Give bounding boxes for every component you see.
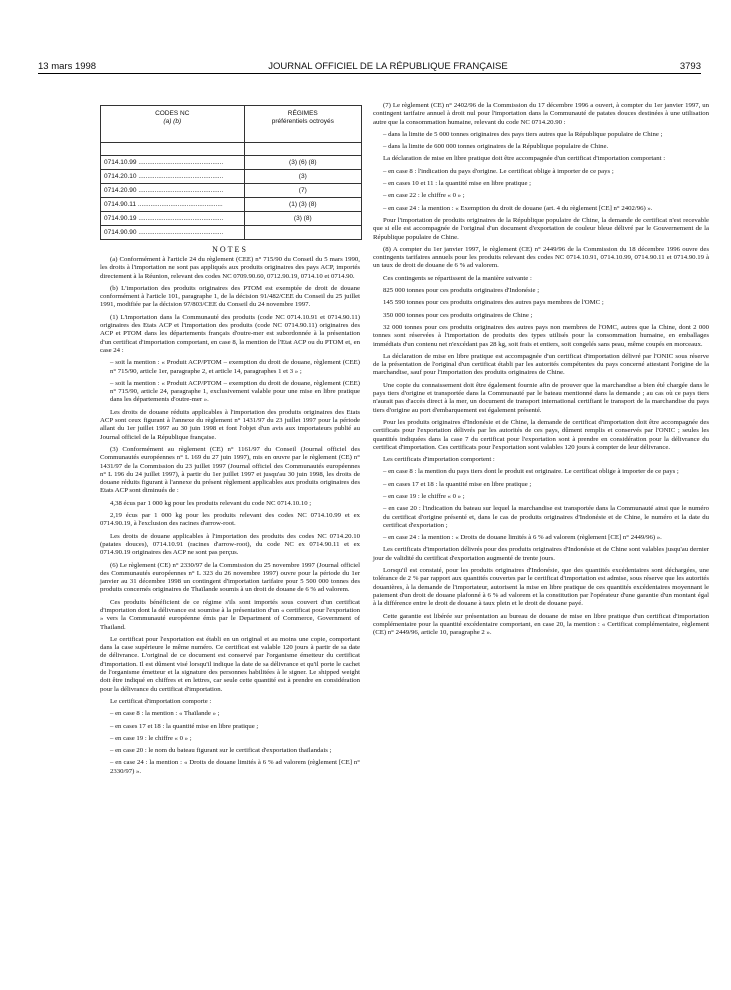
nc-code-cell: 0714.10.99 ............................................... [101,156,245,170]
paragraph: Le certificat d'importation comporte : [110,697,212,705]
paragraph: (6) Le règlement (CE) n° 2330/97 de la Commission du 25 novembre 1997 (Journal officiel des Communautés européennes n° L 323 du 26 novembre 1997) ouvre pour la période du 1er janvier au 31 décembre 1998 un contingent d'importation tarifaire pour 5 500 000 tonnes des produits concernés originaires de Thaïlande soumis à un droit de douane de 6 % ad valorem. [100,561,360,594]
paragraph: – en case 8 : la mention : « Thaïlande » ; [110,710,220,718]
nc-code-cell: 0714.20.90 ............................................... [101,184,245,198]
paragraph: 145 590 tonnes pour ces produits originaires des autres pays membres de l'OMC ; [383,299,604,307]
page-header [38,56,701,72]
regime-cell [244,226,361,240]
paragraph: – dans la limite de 5 000 tonnes originaires des pays tiers autres que la République populaire de Chine ; [383,130,663,138]
table-row [101,212,362,226]
paragraph: (b) L'importation des produits originaires des PTOM est exemptée de droit de douane conformément à l'article 101, paragraphe 1, de la décision 91/482/CEE du Conseil du 25 juillet 1991, modifiée par la décision 97/803/CEE du Conseil du 24 novembre 1997. [100,284,360,309]
paragraph: – en cases 17 et 18 : la quantité mise en libre pratique ; [110,722,259,730]
paragraph: (3) Conformément au règlement (CE) n° 1161/97 du Conseil (Journal officiel des Communautés européennes n° L 169 du 27 juin 1997), mis en œuvre par le règlement (CE) n° 1431/97 de la Commission du 23 juillet 1997 (Journal officiel des Communautés européennes n° L 196 du 24 juillet 1997), à partir du 1er juillet 1997 et jusqu'au 30 juin 1998, les droits de douane réduits figurant à l'annexe du présent règlement applicables aux produits originaires des Etats ACP sont diminués de : [100,445,360,495]
paragraph: – en case 22 : le chiffre « 0 » ; [383,192,465,200]
table-header-regimes [244,106,361,143]
paragraph: Les certificats d'importation délivrés pour des produits originaires d'Indonésie et de Chine sont valables jusqu'au dernier jour de validité du certificat d'exportation augmenté de trente jours. [373,546,709,562]
paragraph: – en case 8 : la mention du pays tiers dont le produit est originaire. Le certificat oblige à importer de ce pays ; [383,468,679,476]
regime-cell: (7) [244,184,361,198]
paragraph: – soit la mention : « Produit ACP/PTOM – exemption du droit de douane, règlement (CEE) n° 715/90, article 24, paragraphe 1, exclusivement valable pour une mise en libre pratique dans les départements d'outre-mer ». [110,379,360,404]
paragraph: – en case 24 : la mention : « Droits de douane limités à 6 % ad valorem (règlement [CE] n° 2330/97) ». [110,759,360,775]
paragraph: Ces contingents se répartissent de la manière suivante : [383,274,532,282]
paragraph: La déclaration de mise en libre pratique est accompagnée d'un certificat d'importation délivré par l'ONIC sous réserve de la présentation de l'original d'un certificat établi par les autorités compétentes du pays concerné attestant l'origine de la marchandise, sauf pour l'importation des produits originaires de Chine. [373,352,709,377]
paragraph: Les certificats d'importation comportent : [383,456,495,464]
notes-title: NOTES [212,245,248,254]
paragraph: Une copie du connaissement doit être également fournie afin de prouver que la marchandise a bien été chargée dans le pays tiers d'origine et transportée dans la Communauté par le bateau mentionné dans la demande ; au cas où ce pays tiers n'aurait pas d'accès direct à la mer, un document de transport international certifiant le transport de la marchandise du pays tiers d'origine au port d'embarquement est également présenté. [373,381,709,414]
paragraph: – en case 19 : le chiffre « 0 » ; [110,734,192,742]
table-body [101,156,362,240]
regime-cell: (3) (6) (8) [244,156,361,170]
paragraph: Cette garantie est libérée sur présentation au bureau de douane de mise en libre pratique d'un certificat d'importation complémentaire pour la quantité excédentaire comportant, en case 20, la mention : « Certificat complémentaire, règlement (CE) n° 2449/96, article 10, paragraphe 2 ». [373,612,709,637]
table-header-row [101,106,362,143]
regime-cell: (1) (3) (8) [244,198,361,212]
paragraph: Les droits de douane applicables à l'importation des produits des codes NC 0714.20.10 (patates douces), 0714.10.91 (racines d'arrow-root), du code NC ex 0714.90.11 et ex 0714.90.19 originaires des ACP ne sont pas perçus. [100,532,360,557]
table-header-codes [101,106,245,143]
paragraph: – soit la mention : « Produit ACP/PTOM – exemption du droit de douane, règlement (CEE) n° 715/90, article 1er, paragraphe 2, et article 14, paragraphes 1 et 3 » ; [110,359,360,375]
paragraph: – en cases 17 et 18 : la quantité mise en libre pratique ; [383,480,532,488]
paragraph: La déclaration de mise en libre pratique doit être accompagnée d'un certificat d'importation comportant : [383,155,666,163]
nc-code-cell: 0714.90.19 ............................................... [101,212,245,226]
header-page-number: 3793 [679,61,701,72]
table-row [101,198,362,212]
header-date: 13 mars 1998 [38,61,97,72]
paragraph: Pour les produits originaires d'Indonésie et de Chine, la demande de certificat d'importation doit être accompagnée des certificats pour l'exportation délivrés par les autorités de ces pays, dûment remplis et conservés par l'ONIC ; seules les quantités indiquées dans la case 7 du certificat pour l'exportation sont à prendre en considération pour la délivrance du certificat d'importation. Ces certificats pour l'exportation sont valables 120 jours à compter de leur délivrance. [373,418,709,451]
table-row [101,184,362,198]
table-row [101,170,362,184]
paragraph: Les droits de douane réduits applicables à l'importation des produits originaires des Etats ACP sont ceux figurant à l'annexe du règlement n° 1431/97 du 23 juillet 1997 pour la période allant du 1er juillet 1997 au 30 juin 1998 et font l'objet d'un avis aux importateurs publié au Journal officiel de la République française. [100,408,360,441]
table-row [101,156,362,170]
nc-code-cell: 0714.90.11 ............................................... [101,198,245,212]
paragraph: (8) A compter du 1er janvier 1997, le règlement (CE) n° 2449/96 de la Commission du 18 décembre 1996 ouvre des contingents tarifaires annuels pour les produits relevant des codes NC 0714.10.91, 0714.10.99, 0714.90.11 et 0714.90.19 à un taux de droit de douane de 6 % ad valorem. [373,245,709,270]
paragraph: (a) Conformément à l'article 24 du règlement (CEE) n° 715/90 du Conseil du 5 mars 1990, les droits à l'importation ne sont pas appliqués aux produits originaires des pays ACP, importés directement à la Réunion, relevant des codes NC 0709.90.60, 0712.90.19, 0714.10 et 0714.90. [100,256,360,280]
right-column-text [373,102,709,641]
paragraph: 2,19 écus par 1 000 kg pour les produits relevant des codes NC 0714.10.99 et ex 0714.90.19, à l'exclusion des racines d'arrow-root. [100,512,360,528]
regimes-header-label: RÉGIMES [287,110,318,117]
paragraph: – en case 8 : l'indication du pays d'origine. Le certificat oblige à importer de ce pays ; [383,167,614,175]
paragraph: 32 000 tonnes pour ces produits originaires des autres pays non membres de l'OMC, autres que la Chine, dont 2 000 tonnes sont réservées à l'importation de produits des types utilisés pour la consommation humaine, en emballages immédiats d'un contenu net n'excédant pas 28 kg, soit frais et entiers, soit congelés sans peau, même coupés en morceaux. [373,323,709,348]
regimes-header-sub: préférentiels octroyés [271,118,334,125]
table-row [101,226,362,240]
paragraph: Le certificat pour l'exportation est établi en un original et au moins une copie, comportant dans la case supérieure le même numéro. Ce certificat est valable 120 jours à partir de sa date de délivrance. L'original de ce document est conservé par l'organisme émetteur du certificat d'importation. Il est dûment visé lorsqu'il indique la date de sa délivrance et qu'il porte le cachet de l'organisme émetteur et la signature des personnes habilitées à le signer. Le shipped weight doit être indiqué en chiffres et en lettres, car seule cette quantité est à prendre en considération pour la délivrance du certificat d'importation. [100,635,360,693]
paragraph: 350 000 tonnes pour ces produits originaires de Chine ; [383,311,533,319]
paragraph: – en case 24 : la mention : « Droits de douane limités à 6 % ad valorem (règlement [CE] n° 2449/96) ». [383,534,662,542]
paragraph: – en case 19 : le chiffre « 0 » ; [383,492,465,500]
nc-code-cell: 0714.20.10 ............................................... [101,170,245,184]
regimes-table [100,105,362,240]
table-spacer-row [101,143,362,156]
paragraph: 825 000 tonnes pour ces produits originaires d'Indonésie ; [383,287,540,295]
codes-header-sub: (a) (b) [163,118,182,125]
paragraph: 4,38 écus par 1 000 kg pour les produits relevant du code NC 0714.10.10 ; [110,499,312,507]
paragraph: – dans la limite de 600 000 tonnes originaires de la République populaire de Chine. [383,143,609,151]
paragraph: – en case 20 : l'indication du bateau sur lequel la marchandise est transportée dans la Communauté ainsi que le numéro du certificat d'origine présenté et, dans le cas de produits originaires d'Indonésie et de Chine, le numéro et la date du certificat d'exportation ; [383,505,709,529]
header-journal-title: JOURNAL OFFICIEL DE LA RÉPUBLIQUE FRANÇAISE [268,61,508,72]
paragraph: Pour l'importation de produits originaires de la République populaire de Chine, la demande de certificat n'est recevable que si elle est accompagnée de l'original d'un document d'exportation de couleur bleue délivré par le Gouvernement de la République populaire de Chine. [373,216,709,241]
paragraph: – en case 20 : le nom du bateau figurant sur le certificat d'exportation thaïlandais ; [110,747,332,755]
paragraph: Lorsqu'il est constaté, pour les produits originaires d'Indonésie, que des quantités excédentaires sont déchargées, une tolérance de 2 % par rapport aux quantités couvertes par le certificat d'importation est admise, sous réserve que les autorités douanières, à la demande de l'importateur, autorisent la mise en libre pratique de ces quantités excédentaires moyennant le paiement d'un droit de douane plafonné à 6 % ad valorem et la constitution par l'opérateur d'une garantie d'un montant égal à la différence entre le droit de douane à taux plein et le droit de douane payé. [373,567,709,608]
header-rule [38,73,701,74]
regime-cell: (3) (8) [244,212,361,226]
left-column-text [100,256,360,780]
paragraph: – en cases 10 et 11 : la quantité mise en libre pratique ; [383,180,532,188]
regime-cell: (3) [244,170,361,184]
codes-header-label: CODES NC [155,110,190,117]
paragraph: (7) Le règlement (CE) n° 2402/96 de la Commission du 17 décembre 1996 a ouvert, à compter du 1er janvier 1997, un contingent tarifaire annuel à droit nul pour l'importation dans la Communauté de patates douces destinées à une utilisation autre que la consommation humaine, relevant du code NC 0714.20.90 : [373,102,709,126]
paragraph: – en case 24 : la mention : « Exemption du droit de douane (art. 4 du règlement [CE] n° 2402/96) ». [383,204,653,212]
paragraph: Ces produits bénéficient de ce régime s'ils sont importés sous couvert d'un certificat d'importation dont la délivrance est soumise à la présentation d'un « certificat pour l'exportation » vers la Communauté européenne émis par le Department of Commerce, Government of Thailand. [100,598,360,631]
paragraph: (1) L'importation dans la Communauté des produits (code NC 0714.10.91 et 0714.90.11) originaires des Etats ACP et l'importation des produits (code NC 0714.90.11) originaires des ACP et PTOM dans les départements français d'outre-mer est subordonnée à la présentation d'un certificat d'importation comportant, en case 8, la mention de l'Etat ACP ou du PTOM et, en case 24 : [100,313,360,354]
nc-code-cell: 0714.90.90 ............................................... [101,226,245,240]
